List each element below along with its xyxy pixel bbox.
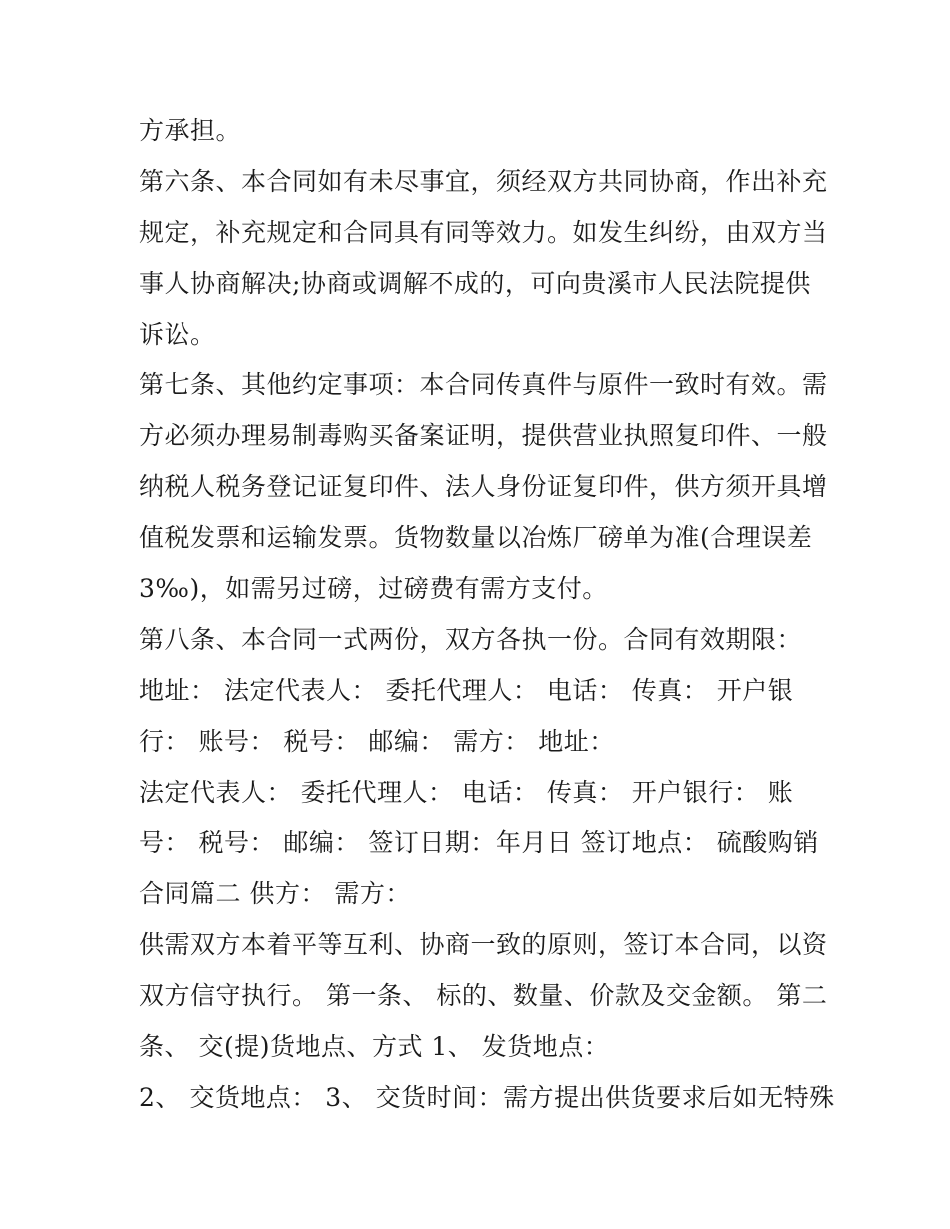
text-line: 3‰)，如需另过磅，过磅费有需方支付。 [139, 574, 608, 604]
text-line: 第六条、本合同如有未尽事宜，须经双方共同协商，作出补充 [139, 166, 828, 196]
text-line: 号： 税号： 邮编： 签订日期：年月日 签订地点： 硫酸购销 [139, 828, 819, 858]
document-body [139, 106, 835, 1124]
text-line: 合同篇二 供方： 需方： [139, 879, 411, 909]
text-line: 方承担。 [139, 116, 242, 145]
text-line: 条、 交(提)货地点、方式 1、 发货地点： [139, 1032, 610, 1062]
text-line: 供需双方本着平等互利、协商一致的原则，签订本合同，以资 [139, 930, 828, 960]
text-line: 事人协商解决;协商或调解不成的，可向贵溪市人民法院提供 [139, 268, 811, 298]
text-line: 地址： 法定代表人： 委托代理人： 电话： 传真： 开户银 [139, 675, 794, 705]
text-line: 诉讼。 [139, 319, 216, 349]
text-line: 值税发票和运输发票。货物数量以冶炼厂磅单为准(合理误差 [139, 523, 813, 553]
text-line: 纳税人税务登记证复印件、法人身份证复印件，供方须开具增 [139, 472, 828, 502]
text-line: 第八条、本合同一式两份，双方各执一份。合同有效期限： [139, 624, 803, 654]
text-line: 行： 账号： 税号： 邮编： 需方： 地址： [139, 726, 615, 756]
text-line: 2、 交货地点： 3、 交货时间：需方提出供货要求后如无特殊 [139, 1082, 835, 1112]
text-line: 规定，补充规定和合同具有同等效力。如发生纠纷，由双方当 [139, 217, 828, 247]
text-line: 双方信守执行。 第一条、 标的、数量、价款及交金额。 第二 [139, 981, 828, 1011]
text-line: 法定代表人： 委托代理人： 电话： 传真： 开户银行： 账 [139, 777, 794, 807]
text-line: 方必须办理易制毒购买备案证明，提供营业执照复印件、一般 [139, 421, 828, 451]
text-line: 第七条、其他约定事项：本合同传真件与原件一致时有效。需 [139, 370, 828, 400]
